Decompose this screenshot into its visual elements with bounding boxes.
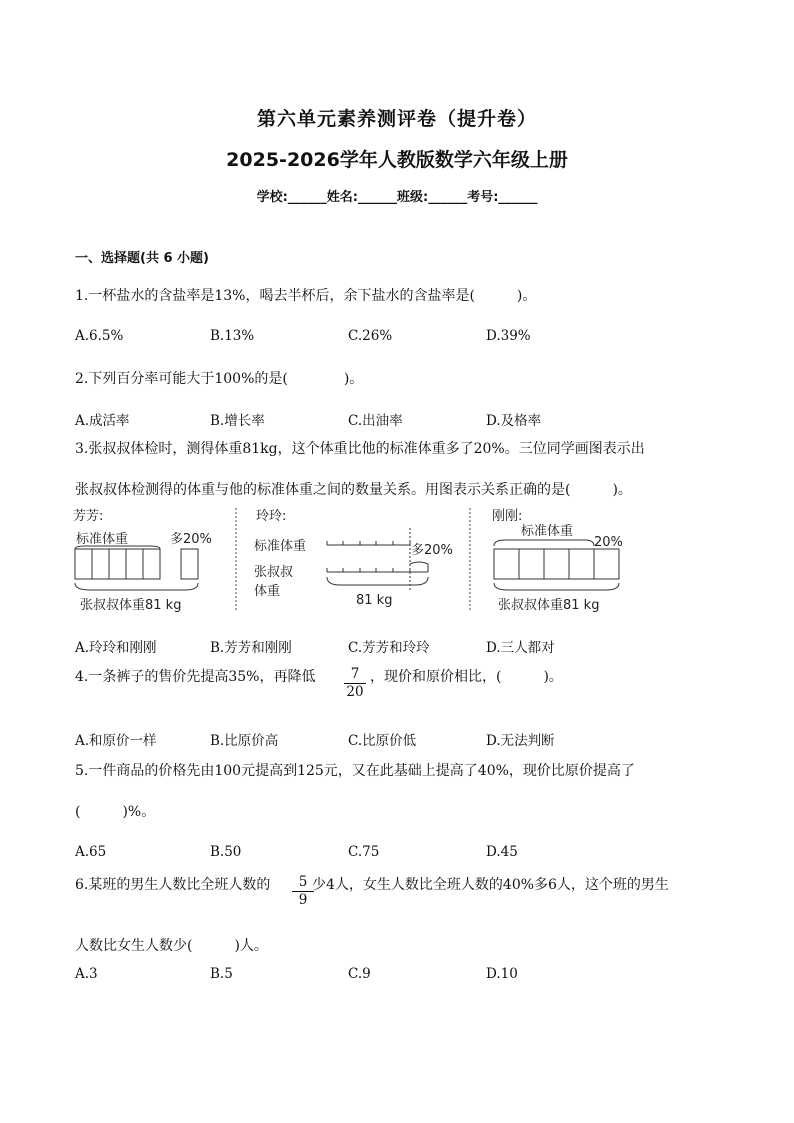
ganggang-box-4 [569, 549, 594, 579]
question-3-option-d: D.三人都对 [486, 640, 555, 656]
lingling-actual-label-line1: 张叔叔 [254, 565, 294, 580]
question-4-fraction-numerator: 7 [350, 666, 360, 682]
question-5-option-b: B.50 [210, 844, 242, 860]
fangfang-box-2 [92, 549, 109, 579]
fangfang-box-extra [181, 549, 198, 579]
question-3-stem-line-1: 3.张叔叔体检时，测得体重81kg，这个体重比他的标准体重多了20%。三位同学画图表示出 [75, 441, 645, 457]
ganggang-box-5 [594, 549, 619, 579]
ganggang-box-2 [519, 549, 544, 579]
lingling-standard-ticks [327, 541, 410, 545]
ganggang-box-1 [494, 549, 519, 579]
lingling-name: 玲玲: [256, 509, 287, 524]
question-2-stem: 2.下列百分率可能大于100%的是( )。 [75, 371, 364, 387]
question-1-option-d: D.39% [486, 328, 531, 344]
ganggang-box-3 [544, 549, 569, 579]
ganggang-extra-label: 20% [594, 535, 623, 550]
lingling-actual-label-line2: 体重 [254, 584, 281, 599]
ganggang-top-brace [494, 540, 594, 546]
question-4-stem-before: 4.一条裤子的售价先提高35%，再降低 [75, 669, 316, 685]
fangfang-extra-label: 多20% [170, 532, 212, 547]
question-3-option-c: C.芳芳和玲玲 [348, 640, 430, 656]
question-4-option-d: D.无法判断 [486, 733, 555, 749]
question-6-stem-after: 少4人，女生人数比全班人数的40%多6人，这个班的男生 [312, 877, 669, 893]
fangfang-box-1 [75, 549, 92, 579]
question-3-option-b: B.芳芳和刚刚 [210, 640, 292, 656]
lingling-total-label: 81 kg [356, 593, 393, 608]
question-6-stem-before: 6.某班的男生人数比全班人数的 [75, 877, 271, 893]
question-2-option-a: A.成活率 [75, 413, 130, 429]
ganggang-bottom-brace [494, 583, 619, 590]
question-1-option-c: C.26% [348, 328, 393, 344]
question-4-stem-after: ，现价和原价相比，( )。 [370, 669, 563, 685]
question-2-option-c: C.出油率 [348, 413, 403, 429]
fangfang-box-4 [126, 549, 143, 579]
question-6-option-a: A.3 [75, 966, 98, 982]
page-title: 第六单元素养测评卷（提升卷） [256, 108, 537, 130]
question-5-option-a: A.65 [75, 844, 107, 860]
lingling-extra-label: 多20% [411, 543, 453, 558]
question-6-fraction-numerator: 5 [298, 874, 308, 890]
fangfang-total-label: 张叔叔体重81 kg [80, 598, 182, 613]
ganggang-standard-label: 标准体重 [521, 524, 574, 539]
figure-lingling [254, 509, 453, 608]
question-6-option-d: D.10 [486, 966, 518, 982]
question-6-option-b: B.5 [210, 966, 233, 982]
question-5-stem-line-2: ( )%。 [75, 804, 156, 820]
question-6-fraction-denominator: 9 [292, 891, 314, 909]
student-info-line: 学校:______姓名:______班级:______考号:______ [256, 190, 538, 205]
ganggang-name: 刚刚: [492, 509, 523, 524]
question-2-option-b: B.增长率 [210, 413, 265, 429]
question-6-stem-line-2: 人数比女生人数少( )人。 [75, 938, 268, 954]
question-4-fraction-denominator: 20 [344, 683, 366, 701]
fangfang-standard-label: 标准体重 [76, 532, 129, 547]
question-1-stem: 1.一杯盐水的含盐率是13%，喝去半杯后，余下盐水的含盐率是( )。 [75, 288, 537, 304]
question-6-option-c: C.9 [348, 966, 371, 982]
section-heading: 一、选择题(共 6 小题) [75, 251, 209, 266]
fangfang-name: 芳芳: [73, 509, 104, 524]
lingling-standard-label: 标准体重 [254, 539, 307, 554]
question-2-option-d: D.及格率 [486, 413, 542, 429]
figure-ganggang [492, 508, 623, 613]
lingling-bottom-brace [327, 577, 428, 585]
question-5-stem-line-1: 5.一件商品的价格先由100元提高到125元，又在此基础上提高了40%，现价比原价提高了 [75, 763, 635, 779]
question-6-fraction [292, 874, 314, 909]
question-1-option-a: A.6.5% [75, 328, 124, 344]
question-4-option-a: A.和原价一样 [75, 733, 157, 749]
ganggang-total-label: 张叔叔体重81 kg [498, 598, 600, 613]
question-3-stem-line-2: 张叔叔体检测得的体重与他的标准体重之间的数量关系。用图表示关系正确的是( )。 [75, 482, 632, 498]
question-5-option-c: C.75 [348, 844, 380, 860]
question-4-option-c: C.比原价低 [348, 733, 417, 749]
question-4-fraction [344, 666, 366, 701]
question-1-option-b: B.13% [210, 328, 255, 344]
page-subtitle: 2025-2026学年人教版数学六年级上册 [226, 149, 568, 171]
fangfang-box-3 [109, 549, 126, 579]
fangfang-box-5 [143, 549, 160, 579]
question-5-option-d: D.45 [486, 844, 518, 860]
question-3-option-a: A.玲玲和刚刚 [75, 640, 157, 656]
lingling-actual-ticks [327, 564, 428, 572]
question-4-option-b: B.比原价高 [210, 733, 279, 749]
figure-fangfang [73, 509, 212, 613]
lingling-extra-brace [410, 562, 428, 564]
fangfang-bottom-brace [75, 583, 198, 590]
